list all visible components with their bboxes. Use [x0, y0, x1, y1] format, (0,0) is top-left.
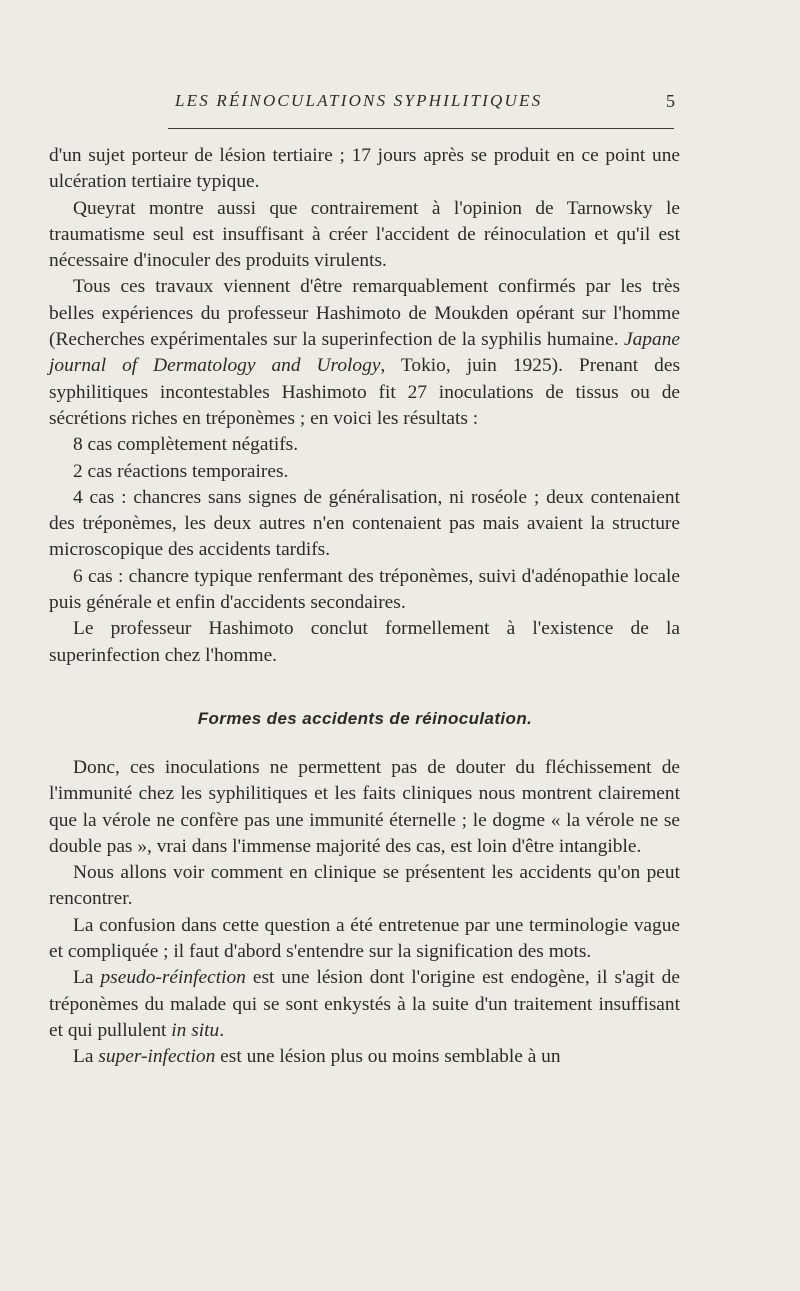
- page-number: 5: [666, 91, 675, 111]
- result-item: 8 cas complètement négatifs.: [73, 434, 299, 456]
- text-run: est une lésion plus ou moins semblable à un: [215, 1046, 561, 1068]
- paragraph: Queyrat montre aussi que contrairement à l'opinion de Tarnowsky le traumatisme seul est insuffisant à créer l'accident de réinoculation et qu'il est nécessaire d'inoculer des produits virulents.: [49, 197, 680, 272]
- text-run: La: [73, 967, 101, 989]
- paragraph: d'un sujet porteur de lésion tertiaire ; 17 jours après se produit en ce point une ulcération tertiaire typique.: [49, 145, 680, 193]
- paragraph: Le professeur Hashimoto conclut formellement à l'existence de la superinfection chez l'homme.: [49, 618, 680, 666]
- term-in-situ: in situ: [171, 1019, 220, 1041]
- running-head: [0, 91, 800, 117]
- body-text-section-1: [49, 143, 680, 669]
- result-item: 6 cas : chancre typique renfermant des tréponèmes, suivi d'adénopathie locale puis générale et enfin d'accidents secondaires.: [49, 565, 680, 614]
- paragraph: [49, 1044, 680, 1070]
- paragraph: [49, 965, 680, 1044]
- term-pseudo-reinfection: pseudo-réinfection: [100, 967, 246, 989]
- text-run: .: [219, 1019, 225, 1041]
- result-item: 4 cas : chancres sans signes de généralisation, ni roséole ; deux contenaient des tréponèmes, les deux autres n'en contenaient pas mais avaient la structure microscopique des accidents tardifs.: [49, 486, 680, 561]
- text-run: Tous ces travaux viennent d'être remarquablement confirmés par les très belles expériences du professeur Hashimoto de Moukden opérant sur l'homme (Recherches expérimentales sur la superinfection de la syphilis humaine.: [49, 276, 680, 351]
- paragraph: Donc, ces inoculations ne permettent pas de douter du fléchissement de l'immunité chez les syphilitiques et les faits cliniques nous montrent clairement que la vérole ne confère pas une immunité éternelle ; le dogme « la vérole ne se double pas », vrai dans l'immense majorité des cas, est loin d'être intangible.: [49, 757, 680, 857]
- text-run: La: [73, 1046, 99, 1068]
- paragraph: Nous allons voir comment en clinique se présentent les accidents qu'on peut rencontrer.: [49, 862, 680, 910]
- text-run: , Tokio, juin 1925). Prenant des syphilitiques incontestables Hashimoto fit 27 inoculations de tissus ou de sécrétions riches en tréponèmes ; en voici les résultats :: [49, 355, 680, 429]
- result-item: 2 cas réactions temporaires.: [73, 460, 289, 482]
- term-super-infection: super-infection: [98, 1046, 216, 1068]
- text-run: est une lésion dont l'origine est endogène, il s'agit de tréponèmes du malade qui se sont enkystés à la suite d'un traitement insuffisant et qui pullulent: [49, 967, 680, 1041]
- paragraph: [49, 274, 680, 432]
- body-text-section-2: [49, 755, 680, 1071]
- journal-title: Japane journal of Dermatology and Urology: [49, 329, 680, 377]
- header-rule: [168, 128, 674, 129]
- paragraph: La confusion dans cette question a été entretenue par une terminologie vague et compliquée ; il faut d'abord s'entendre sur la signification des mots.: [49, 914, 680, 963]
- section-heading: Formes des accidents de réinoculation.: [197, 709, 533, 728]
- running-title: LES RÉINOCULATIONS SYPHILITIQUES: [175, 91, 543, 110]
